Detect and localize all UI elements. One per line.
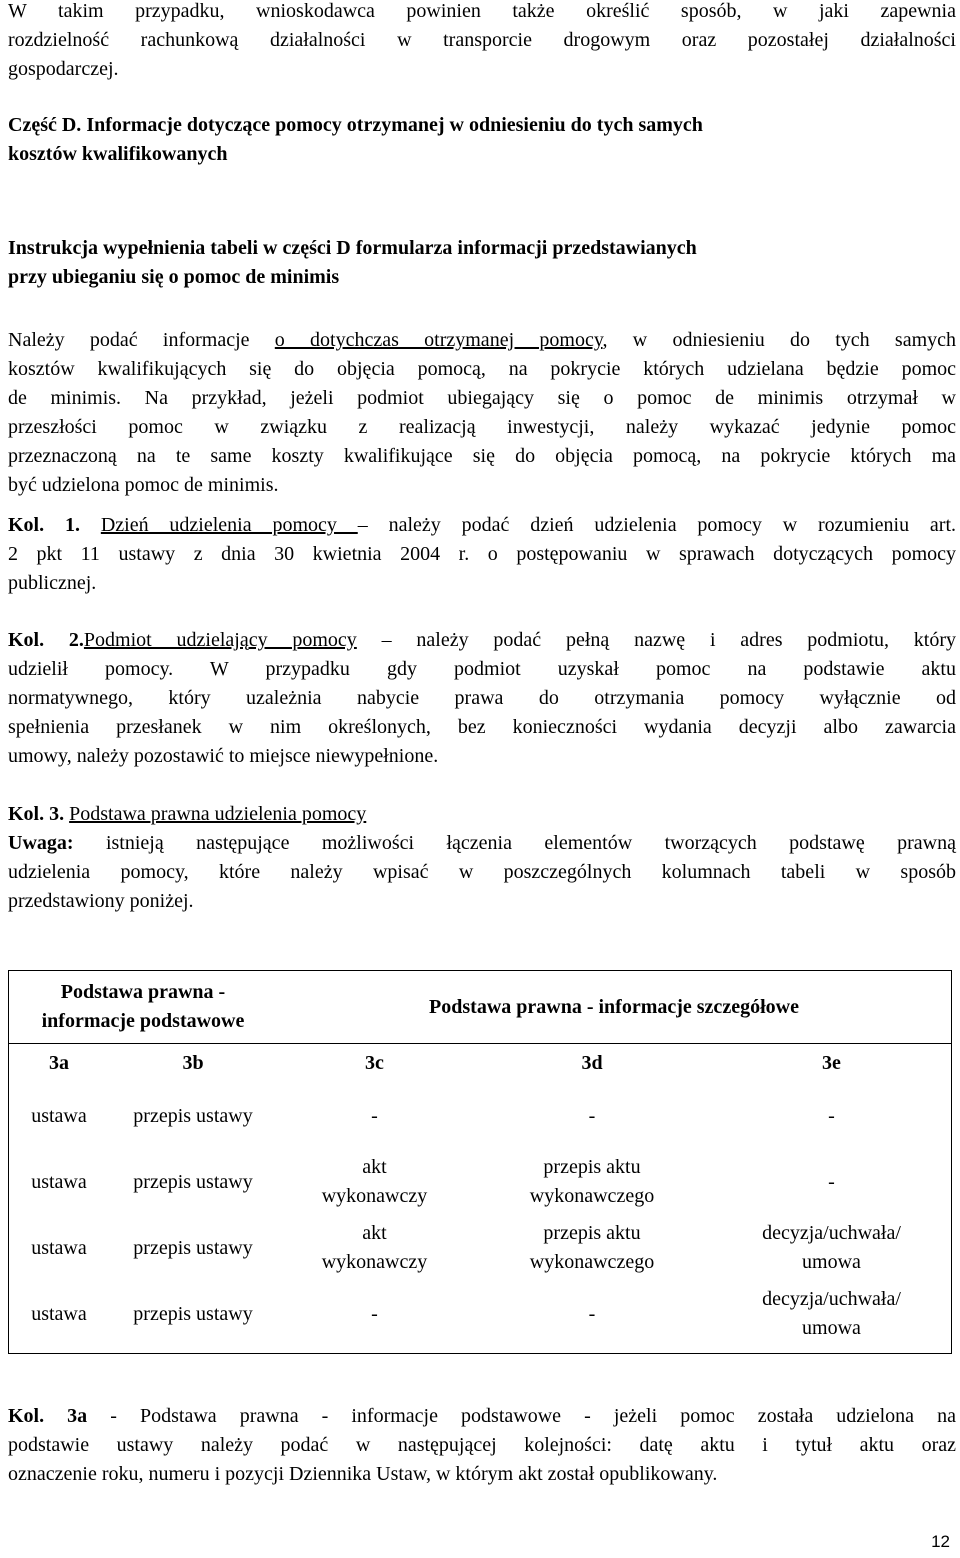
table-cell-text: decyzja/uchwała/ (762, 1222, 901, 1244)
intro-paragraph (8, 0, 956, 84)
uwaga-line-3: przedstawiony poniżej. (8, 890, 194, 912)
table-cell-text: - (371, 1104, 378, 1127)
para1-line1-pre: Należy podać informacje (8, 329, 275, 351)
kol1-line-2: 2 pkt 11 ustawy z dnia 30 kwietnia 2004 r. o postępowaniu w sprawach dotyczących pomocy (8, 543, 956, 565)
kol2-line-2: udzielił pomocy. W przypadku gdy podmiot uzyskał pomoc na podstawie aktu (8, 658, 956, 680)
para1-line1-post: , w odniesieniu do tych samych (602, 329, 957, 351)
table-cell-text: umowa (802, 1317, 861, 1339)
intro-line-1: W takim przypadku, wnioskodawca powinien także określić sposób, w jaki zapewnia (8, 0, 956, 22)
table-cell (9, 1083, 109, 1149)
kol3a-label: Kol. 3a (8, 1405, 88, 1427)
table-cell (9, 1281, 109, 1347)
table-cell-text: - (828, 1170, 835, 1193)
table-cell-text: umowa (802, 1251, 861, 1273)
table-cell-text: akt (362, 1222, 387, 1244)
table-row (9, 1149, 951, 1215)
table-cell-text: wykonawczy (321, 1185, 428, 1207)
para1-line-4: przeszłości pomoc w związku z realizacją inwestycji, należy wykazać jedynie pomoc (8, 416, 956, 438)
table-cell (109, 1281, 277, 1347)
kol3-paragraph (8, 800, 956, 916)
table-cell-text: przepis ustawy (133, 1302, 253, 1325)
table-cell (277, 1215, 472, 1281)
uwaga-label: Uwaga: (8, 832, 74, 854)
col-3a: 3a (49, 1051, 69, 1074)
para1-line-5: przeznaczoną na te same koszty kwalifikujące się do objęcia pomocą, na pokrycie których ma (8, 445, 956, 467)
header-basic-l2: informacje podstawowe (41, 1010, 245, 1032)
kol3a-line-2: podstawie ustawy należy podać w następującej kolejności: datę aktu i tytuł aktu oraz (8, 1434, 956, 1456)
table-cell-text: przepis aktu (543, 1222, 641, 1244)
table-row (9, 1083, 951, 1149)
para1-line-3a: de minimis. (8, 387, 122, 409)
part-d-title (8, 111, 956, 169)
table-cell-text: decyzja/uchwała/ (762, 1288, 901, 1310)
table-row (9, 1281, 951, 1347)
table-cell-text: przepis ustawy (133, 1236, 253, 1259)
table-cell-text: ustawa (31, 1170, 87, 1193)
kol3a-line-3: oznaczenie roku, numeru i pozycji Dziennika Ustaw, w którym akt został opublikowany. (8, 1463, 718, 1485)
kol1-title: Dzień udzielenia pomocy (100, 514, 358, 536)
table-cell-text: - (828, 1104, 835, 1127)
table-cell-text: przepis ustawy (133, 1104, 253, 1127)
part-d-label: Część D. (8, 114, 82, 136)
table-cell (472, 1149, 712, 1215)
table-cell (277, 1281, 472, 1347)
kol2-label: Kol. 2. (8, 629, 84, 651)
col-3e: 3e (822, 1051, 841, 1074)
col-3c: 3c (365, 1051, 384, 1074)
kol1-label: Kol. 1. (8, 514, 80, 536)
col-3d: 3d (581, 1051, 603, 1074)
intro-line-3: gospodarczej. (8, 58, 119, 80)
kol2-line-3: normatywnego, który uzależnia nabycie prawa do otrzymania pomocy wyłącznie od (8, 687, 956, 709)
table-header (9, 971, 951, 1043)
para1-link: o dotychczas otrzymanej pomocy (274, 329, 603, 351)
kol1-rest: – należy podać dzień udzielenia pomocy w rozumieniu art. (357, 514, 957, 536)
table-cell (277, 1149, 472, 1215)
header-basic-l1: Podstawa prawna - (60, 981, 226, 1003)
table-cell-text: ustawa (31, 1104, 87, 1127)
col-3b: 3b (182, 1051, 204, 1074)
table-cell (472, 1215, 712, 1281)
table-divider (9, 1043, 951, 1044)
table-cell-text: wykonawczego (529, 1185, 655, 1207)
table-cell (109, 1083, 277, 1149)
table-cell (472, 1083, 712, 1149)
legal-basis-table (8, 970, 952, 1354)
table-cell-text: wykonawczy (321, 1251, 428, 1273)
table-cell-text: ustawa (31, 1236, 87, 1259)
kol2-title: Podmiot udzielający pomocy (83, 629, 357, 651)
table-cell-text: - (588, 1302, 596, 1325)
instruction-heading-line-1: Instrukcja wypełnienia tabeli w części D formularza informacji przedstawianych (8, 237, 697, 259)
kol2-line-5: umowy, należy pozostawić to miejsce niewypełnione. (8, 745, 439, 767)
paragraph-prior-aid (8, 326, 956, 500)
part-d-title-rest: Informacje dotyczące pomocy otrzymanej w odniesieniu do tych samych (86, 114, 703, 136)
kol3a-paragraph (8, 1402, 956, 1489)
instruction-heading-line-2: przy ubieganiu się o pomoc de minimis (8, 266, 340, 288)
header-basic-info (9, 971, 277, 1043)
table-cell (712, 1083, 951, 1149)
uwaga-line-2: udzielenia pomocy, które należy wpisać w poszczególnych kolumnach tabeli w sposób (8, 861, 956, 883)
table-cell-text: - (588, 1104, 596, 1127)
page-number: 12 (931, 1532, 950, 1551)
table-cell (472, 1281, 712, 1347)
instruction-heading (8, 234, 956, 292)
kol3-title: Podstawa prawna udzielenia pomocy (69, 803, 367, 825)
para1-line-3b: Na przykład, jeżeli podmiot ubiegający się o pomoc de minimis otrzymał w (121, 387, 956, 409)
header-detailed-info: Podstawa prawna - informacje szczegółowe (429, 995, 799, 1018)
kol1-line-3: publicznej. (8, 572, 97, 594)
intro-line-2: rozdzielność rachunkową działalności w transporcie drogowym oraz pozostałej działalności (8, 29, 956, 51)
table-cell (712, 1149, 951, 1215)
table-cell-text: akt (362, 1156, 387, 1178)
part-d-title-line-2: kosztów kwalifikowanych (8, 143, 228, 165)
kol1-paragraph (8, 511, 956, 598)
table-cell (277, 1083, 472, 1149)
table-cell (9, 1215, 109, 1281)
table-cell-text: ustawa (31, 1302, 87, 1325)
table-row (9, 1215, 951, 1281)
table-cell-text: - (371, 1302, 378, 1325)
kol3-label: Kol. 3. (8, 803, 65, 825)
table-cell (712, 1215, 951, 1281)
kol2-paragraph (8, 626, 956, 771)
para1-line-2: kosztów kwalifikujących się do objęcia pomocą, na pokrycie których udzielana będzie pomoc (8, 358, 956, 380)
kol2-line-4: spełnienia przesłanek w nim określonych, bez konieczności wydania decyzji albo zawarcia (8, 716, 956, 738)
table-cell-text: przepis aktu (543, 1156, 641, 1178)
uwaga-line-1: istnieją następujące możliwości łączenia elementów tworzących podstawę prawną (73, 832, 956, 854)
table-cell (109, 1149, 277, 1215)
para1-line-6: być udzielona pomoc de minimis. (8, 474, 279, 496)
table-cell-text: wykonawczego (529, 1251, 655, 1273)
kol2-rest: – należy podać pełną nazwę i adres podmiotu, który (356, 629, 956, 651)
table-cell (109, 1215, 277, 1281)
table-cell (9, 1149, 109, 1215)
table-cell-text: przepis ustawy (133, 1170, 253, 1193)
kol3a-line-1: - Podstawa prawna - informacje podstawowe - jeżeli pomoc została udzielona na (87, 1405, 956, 1427)
table-cell (712, 1281, 951, 1347)
table-column-codes (9, 1045, 951, 1081)
